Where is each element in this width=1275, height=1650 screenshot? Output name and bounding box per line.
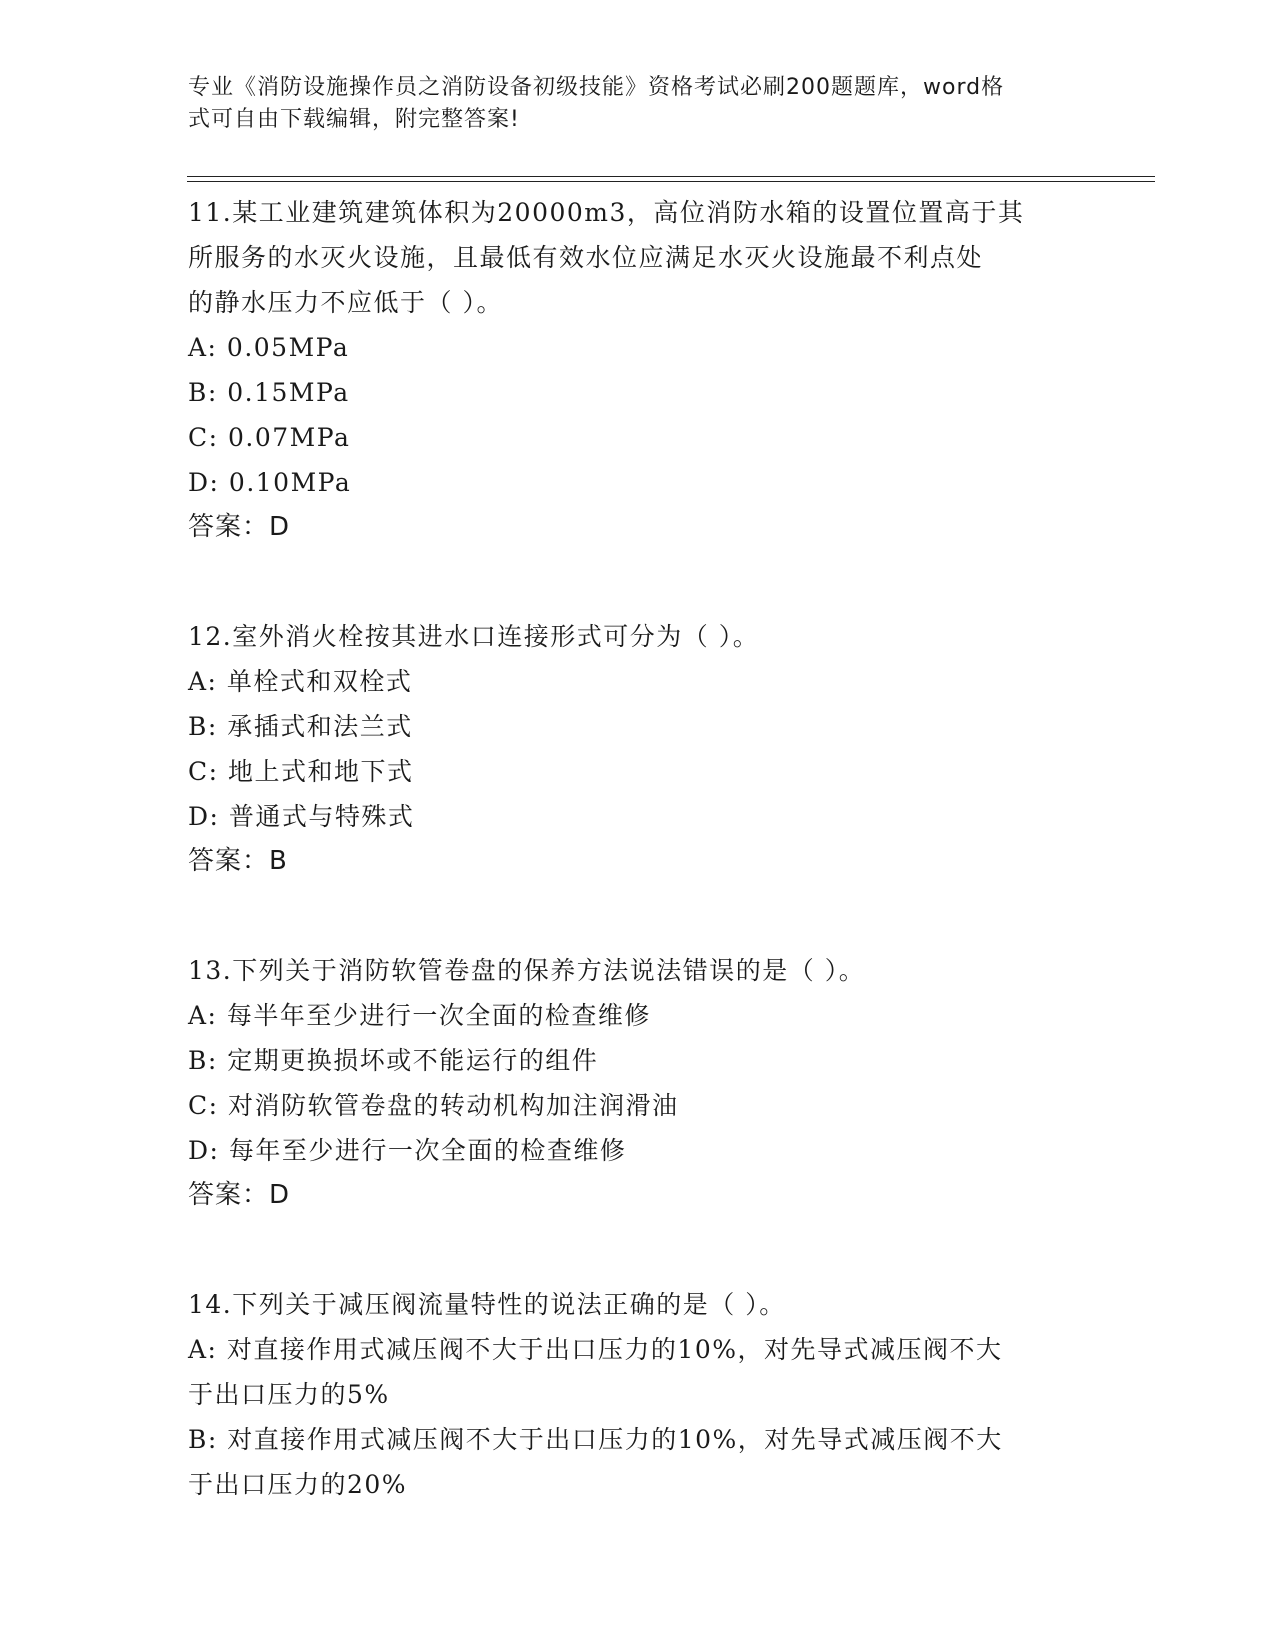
question-11 bbox=[188, 190, 1068, 550]
option-a: A: 每半年至少进行一次全面的检查维修 bbox=[188, 1001, 651, 1030]
option-a: A: 单栓式和双栓式 bbox=[188, 667, 413, 696]
option-d: D: 0.10MPa bbox=[188, 468, 352, 497]
header-divider-bottom bbox=[187, 181, 1155, 182]
answer-label: 答案：D bbox=[188, 1180, 291, 1210]
header-line-2: 式可自由下载编辑，附完整答案! bbox=[188, 107, 520, 132]
option-b-line-2: 于出口压力的20% bbox=[188, 1470, 408, 1499]
question-13 bbox=[188, 948, 1068, 1218]
header-divider-top bbox=[187, 176, 1155, 177]
question-text-line: 14.下列关于减压阀流量特性的说法正确的是（ ）。 bbox=[188, 1290, 786, 1319]
option-d: D: 每年至少进行一次全面的检查维修 bbox=[188, 1136, 627, 1165]
question-text-line: 的静水压力不应低于（ ）。 bbox=[188, 288, 503, 317]
answer-label: 答案：B bbox=[188, 846, 288, 876]
question-list bbox=[188, 190, 1068, 1507]
option-a-line-2: 于出口压力的5% bbox=[188, 1380, 390, 1409]
option-a-line-1: A: 对直接作用式减压阀不大于出口压力的10%，对先导式减压阀不大 bbox=[188, 1335, 1003, 1364]
option-b: B: 承插式和法兰式 bbox=[188, 712, 413, 741]
option-b: B: 0.15MPa bbox=[188, 378, 350, 407]
header-line-1: 专业《消防设施操作员之消防设备初级技能》资格考试必刷200题题库，word格 bbox=[188, 75, 1005, 100]
question-14 bbox=[188, 1282, 1068, 1507]
question-text-line: 12.室外消火栓按其进水口连接形式可分为（ ）。 bbox=[188, 622, 760, 651]
option-b-line-1: B: 对直接作用式减压阀不大于出口压力的10%，对先导式减压阀不大 bbox=[188, 1425, 1003, 1454]
question-text-line: 13.下列关于消防软管卷盘的保养方法说法错误的是（ ）。 bbox=[188, 956, 866, 985]
question-text-line: 所服务的水灭火设施，且最低有效水位应满足水灭火设施最不利点处 bbox=[188, 243, 984, 272]
option-b: B: 定期更换损坏或不能运行的组件 bbox=[188, 1046, 599, 1075]
answer-label: 答案：D bbox=[188, 512, 291, 542]
option-c: C: 地上式和地下式 bbox=[188, 757, 414, 786]
option-c: C: 对消防软管卷盘的转动机构加注润滑油 bbox=[188, 1091, 679, 1120]
question-12 bbox=[188, 614, 1068, 884]
question-text-line: 11.某工业建筑建筑体积为20000m3，高位消防水箱的设置位置高于其 bbox=[188, 198, 1025, 227]
document-header bbox=[188, 72, 1068, 136]
option-c: C: 0.07MPa bbox=[188, 423, 351, 452]
option-d: D: 普通式与特殊式 bbox=[188, 802, 415, 831]
option-a: A: 0.05MPa bbox=[188, 333, 350, 362]
